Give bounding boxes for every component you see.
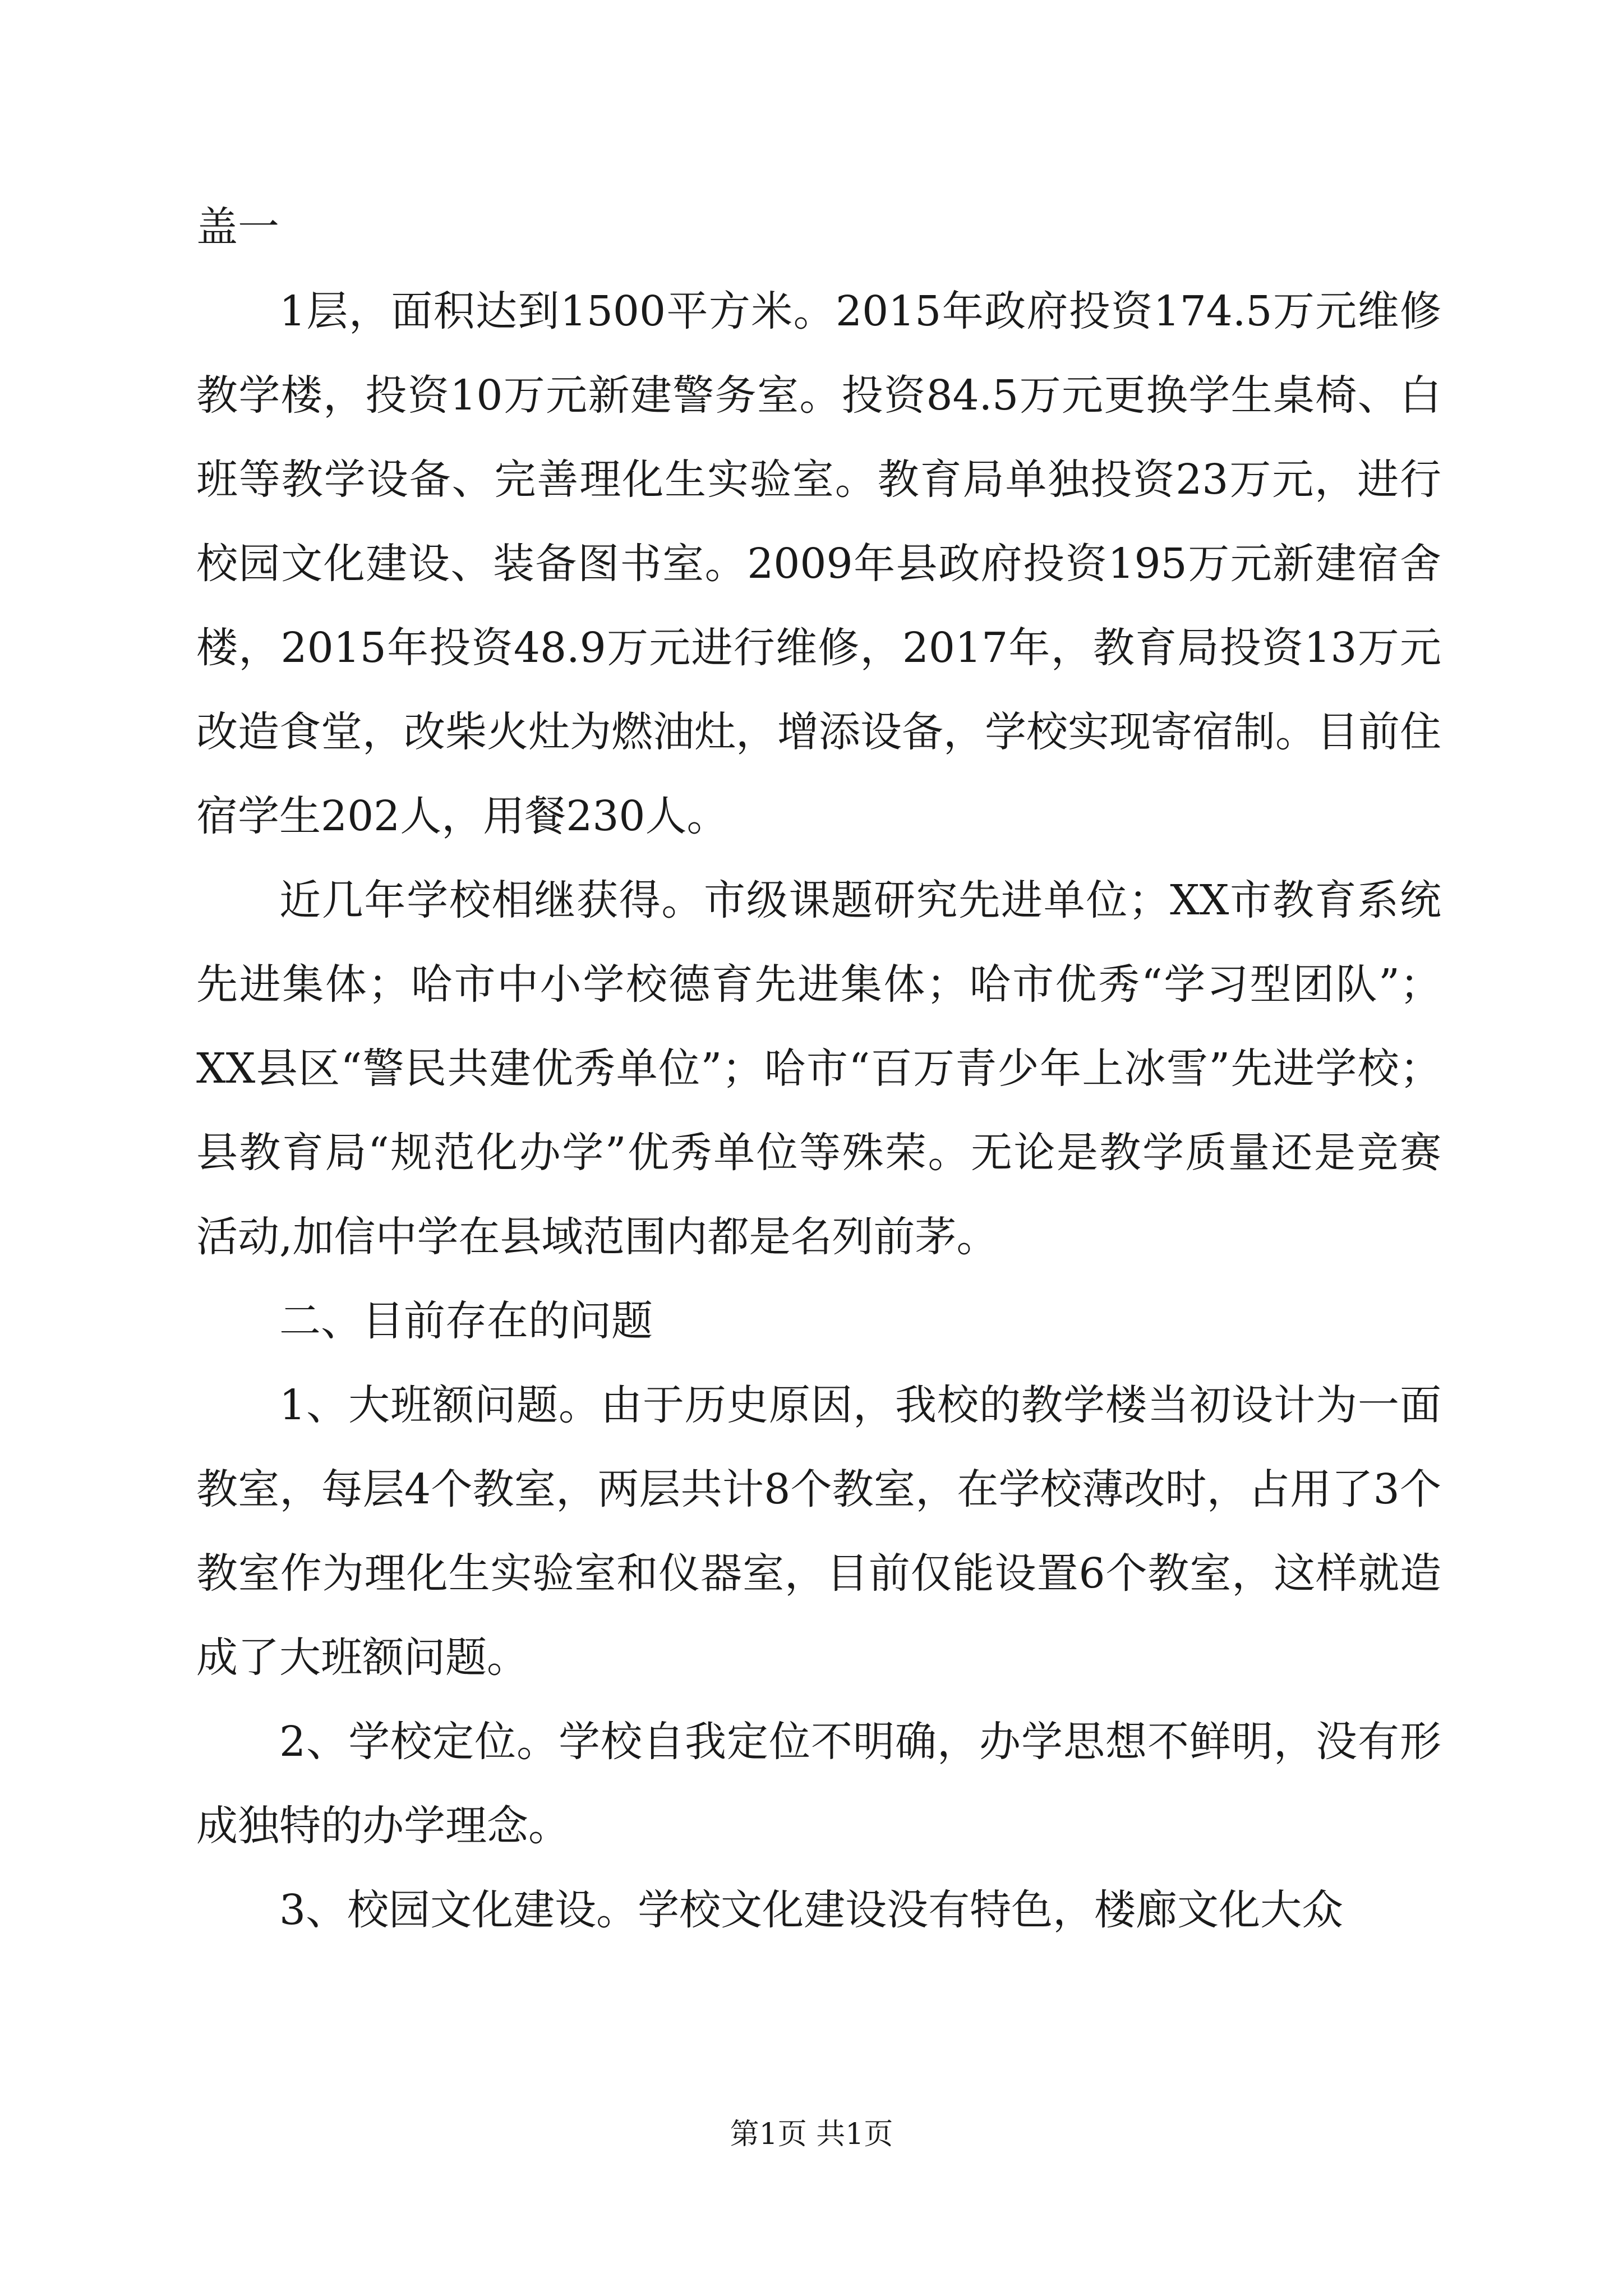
paragraph-school-positioning: 2、学校定位。学校自我定位不明确，办学思想不鲜明，没有形成独特的办学理念。 — [196, 1718, 1441, 1850]
section-heading-problems: 二、目前存在的问题 — [279, 1297, 653, 1345]
document-body — [196, 185, 1441, 1952]
paragraph-honors: 近几年学校相继获得。市级课题研究先进单位；XX市教育系统先进集体；哈市中小学校德育先进集体；哈市优秀“学习型团队”；XX县区“警民共建优秀单位”；哈市“百万青少年上冰雪”先进学校；县教育局“规范化办学”优秀单位等殊荣。无论是教学质量还是竞赛活动,加信中学在县域范围内都是名列前茅。 — [196, 876, 1441, 1261]
paragraph-class-size: 1、大班额问题。由于历史原因，我校的教学楼当初设计为一面教室，每层4个教室，两层共计8个教室，在学校薄改时，占用了3个教室作为理化生实验室和仪器室，目前仅能设置6个教室，这样就造成了大班额问题。 — [196, 1381, 1441, 1682]
paragraph-campus-culture: 3、校园文化建设。学校文化建设没有特色，楼廊文化大众 — [279, 1886, 1344, 1934]
paragraph-facilities: 1层，面积达到1500平方米。2015年政府投资174.5万元维修教学楼，投资10万元新建警务室。投资84.5万元更换学生桌椅、白班等教学设备、完善理化生实验室。教育局单独投资23万元，进行校园文化建设、装备图书室。2009年县政府投资195万元新建宿舍楼，2015年投资48.9万元进行维修，2017年，教育局投资13万元改造食堂，改柴火灶为燃油灶，增添设备，学校实现寄宿制。目前住宿学生202人，用餐230人。 — [196, 287, 1441, 840]
lead-line: 盖一 — [196, 203, 279, 251]
page-footer: 第1页 共1页 — [730, 2118, 893, 2151]
